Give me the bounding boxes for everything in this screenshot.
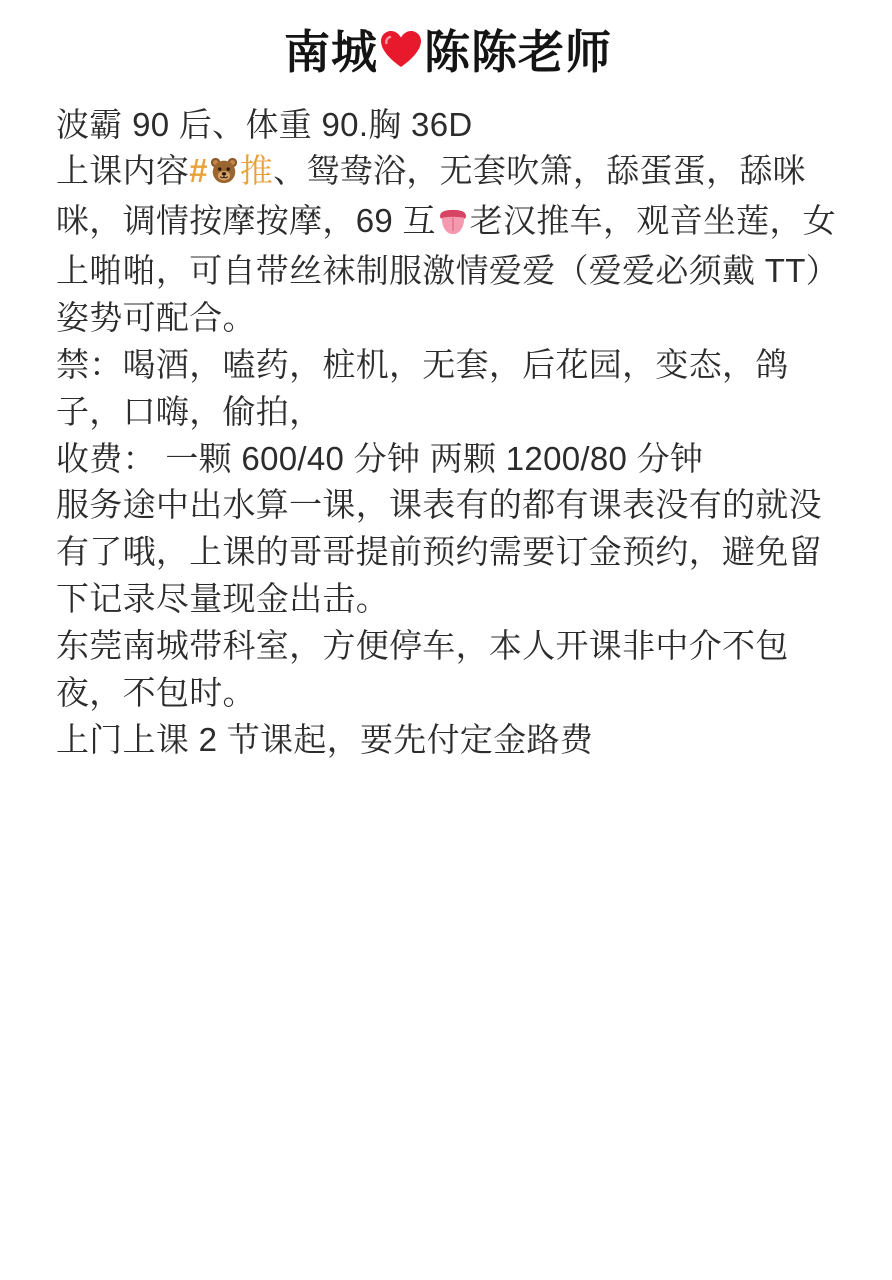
page-title — [56, 24, 840, 84]
red-heart-icon — [380, 26, 422, 84]
body-line-6: 东莞南城带科室，方便停车，本人开课非中介不包夜，不包时。 — [56, 626, 789, 711]
document-body — [56, 102, 840, 764]
page-title-suffix: 陈陈老师 — [424, 26, 612, 78]
line2-tag-word: 推 — [239, 152, 274, 190]
body-line-7: 上门上课 2 节课起，要先付定金路费 — [56, 720, 594, 758]
hashtag-icon: # — [189, 152, 208, 190]
body-line-5: 服务途中出水算一课，课表有的都有课表没有的就没有了哦，上课的哥哥提前预约需要订金预约，避免留下记录尽量现金出击。 — [56, 486, 822, 618]
body-line-3: 禁：喝酒，嗑药，桩机，无套，后花园，变态，鸽子，口嗨，偷拍， — [56, 345, 789, 430]
line2-seg-text-1: 上课内容 — [56, 152, 190, 190]
body-line-4: 收费： 一颗 600/40 分钟 两颗 1200/80 分钟 — [56, 439, 704, 477]
body-line-2 — [56, 148, 840, 341]
body-line-1: 波霸 90 后、体重 90.胸 36D — [56, 105, 473, 143]
bear-face-icon — [209, 151, 239, 198]
line2-seg-text-3: 老汉推车，观音坐莲，女上啪啪，可自带丝袜制服激情爱爱（爱爱必须戴 TT）姿势可配合。 — [56, 202, 839, 336]
tongue-icon — [437, 201, 469, 248]
line2-seg-text-2: 、鸳鸯浴，无套吹箫，舔蛋蛋，舔咪咪，调情按摩按摩，69 互 — [56, 152, 806, 240]
page-title-prefix: 南城 — [284, 26, 378, 78]
